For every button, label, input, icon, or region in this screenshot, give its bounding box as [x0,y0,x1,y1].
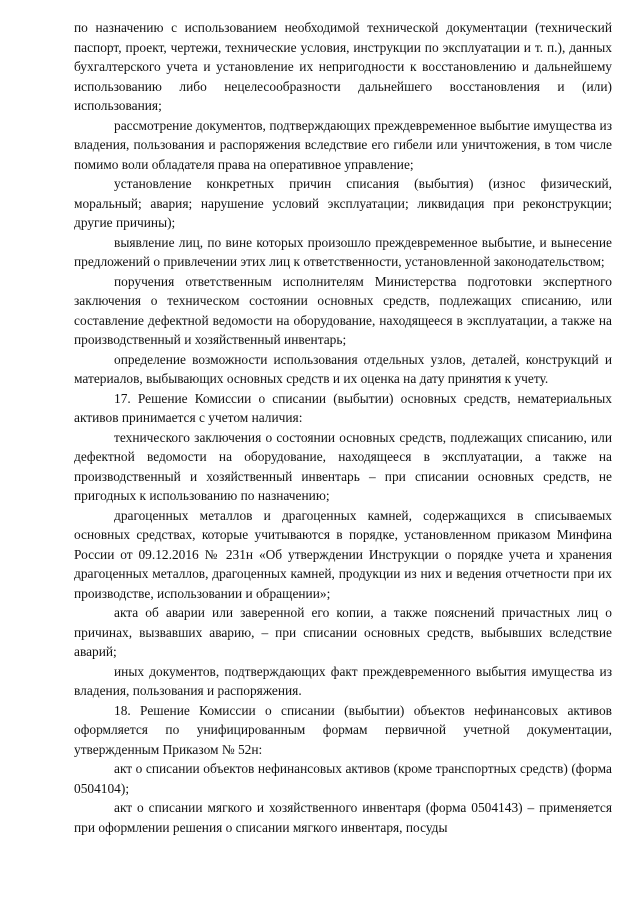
paragraph-12: 18. Решение Комиссии о списании (выбытии) объектов нефинансовых активов оформляется по унифицированным формам первичной учетной документации, утвержденным Приказом № 52н: [74,702,612,757]
paragraph-8: технического заключения о состоянии основных средств, подлежащих списанию, или дефектной ведомости на оборудование, находящееся в эксплуатации, а также на производственный и хозяйственный инвентарь – при списании основных средств, не пригодных к использованию по назначению; [74,429,612,503]
paragraph-3: установление конкретных причин списания (выбытия) (износ физический, моральный; авария; нарушение условий эксплуатации; ликвидация при реконструкции; другие причины); [74,176,612,230]
paragraph-4: выявление лиц, по вине которых произошло преждевременное выбытие, и вынесение предложений о привлечении этих лиц к ответственности, установленной законодательством; [74,234,612,269]
paragraph-1: по назначению с использованием необходимой технической документации (технический паспорт, проект, чертежи, технические условия, инструкции по эксплуатации и т. п.), данных бухгалтерского учета и установление их непригодности к восстановлению и дальнейшему использованию либо нецелесообразности дальнейшего восстановления и (или) использования; [74,20,612,113]
paragraph-7: 17. Решение Комиссии о списании (выбытии) основных средств, нематериальных активов принимается с учетом наличия: [74,390,612,425]
paragraph-6: определение возможности использования отдельных узлов, деталей, конструкций и материалов, выбывающих основных средств и их оценка на дату принятия к учету. [74,351,612,386]
paragraph-2: рассмотрение документов, подтверждающих преждевременное выбытие имущества из владения, пользования и распоряжения вследствие его гибели или уничтожения, в том числе помимо воли обладателя права на оперативное управление; [74,117,612,172]
document-page [74,18,612,837]
paragraph-9: драгоценных металлов и драгоценных камней, содержащихся в списываемых основных средствах, которые учитываются в порядке, установленном приказом Минфина России от 09.12.2016 № 231н «Об утверждении Инструкции о порядке учета и хранения драгоценных металлов, драгоценных камней, продукции из них и ведения отчетности при их производстве, использовании и обращении»; [74,507,612,601]
paragraph-10: акта об аварии или заверенной его копии, а также пояснений причастных лиц о причинах, вызвавших аварию, – при списании основных средств, выбывших вследствие аварий; [74,605,612,659]
paragraph-5: поручения ответственным исполнителям Министерства подготовки экспертного заключения о техническом состоянии основных средств, подлежащих списанию, или составление дефектной ведомости на оборудование, находящееся в эксплуатации, а также на производственный и хозяйственный инвентарь; [74,273,612,347]
paragraph-14: акт о списании мягкого и хозяйственного инвентаря (форма 0504143) – применяется при оформлении решения о списании мягкого инвентаря, посуды [74,800,612,835]
paragraph-13: акт о списании объектов нефинансовых активов (кроме транспортных средств) (форма 0504104); [74,761,612,796]
paragraph-11: иных документов, подтверждающих факт преждевременного выбытия имущества из владения, пользования и распоряжения. [74,663,612,698]
